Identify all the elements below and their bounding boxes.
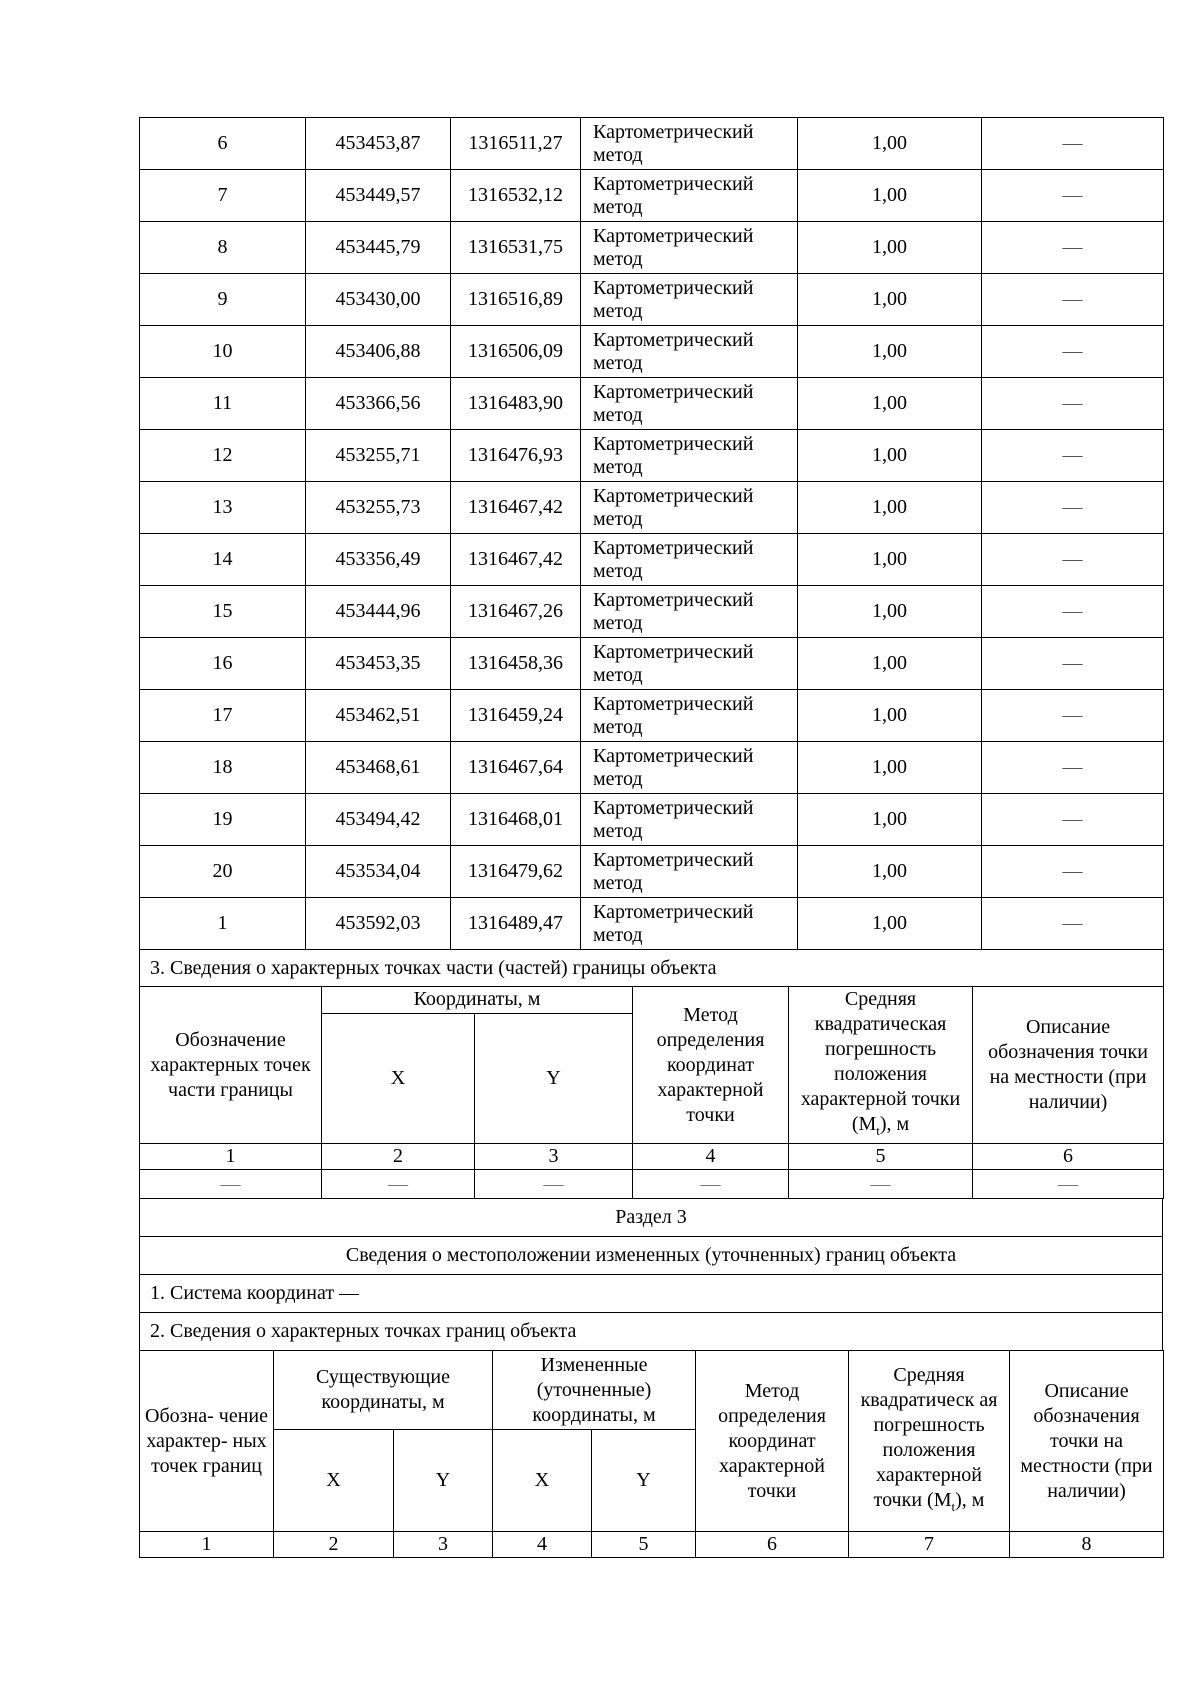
description: — (982, 118, 1164, 170)
coordinate-system: 1. Система координат — (140, 1275, 1163, 1313)
column-number: 6 (696, 1532, 849, 1558)
mean-error: 1,00 (798, 794, 982, 846)
y-coordinate: 1316489,47 (451, 898, 581, 950)
y-coordinate: 1316511,27 (451, 118, 581, 170)
method: Картометрический метод (581, 170, 798, 222)
point-number: 19 (140, 794, 306, 846)
header-x-existing: X (274, 1430, 394, 1532)
description: — (982, 586, 1164, 638)
mean-error: 1,00 (798, 534, 982, 586)
description: — (982, 170, 1164, 222)
point-number: 1 (140, 898, 306, 950)
mean-error: 1,00 (798, 742, 982, 794)
header-x: X (322, 1013, 475, 1144)
y-coordinate: 1316476,93 (451, 430, 581, 482)
point-number: 20 (140, 846, 306, 898)
column-number: 1 (140, 1532, 274, 1558)
table-row (140, 222, 1164, 274)
table-row (140, 274, 1164, 326)
x-coordinate: 453255,71 (306, 430, 451, 482)
column-number: 4 (493, 1532, 592, 1558)
mean-error: 1,00 (798, 638, 982, 690)
point-number: 6 (140, 118, 306, 170)
header-designation: Обозна- чение характер- ных точек границ (140, 1351, 274, 1532)
header-error: Средняя квадратическая погрешность положения характерной точки $(M_t)$, м (789, 987, 973, 1144)
description: — (982, 534, 1164, 586)
mean-error: 1,00 (798, 170, 982, 222)
points-title: 2. Сведения о характерных точках границ объекта (140, 1313, 1163, 1351)
y-coordinate: 1316516,89 (451, 274, 581, 326)
document-page (139, 117, 1163, 1558)
table-row (140, 794, 1164, 846)
y-coordinate: 1316506,09 (451, 326, 581, 378)
section3-table (139, 1198, 1163, 1351)
header-description: Описание обозначения точки на местности (при наличии) (973, 987, 1164, 1144)
header-existing-coordinates: Существующие координаты, м (274, 1351, 493, 1430)
y-coordinate: 1316532,12 (451, 170, 581, 222)
description: — (982, 690, 1164, 742)
point-number: 11 (140, 378, 306, 430)
point-number: 12 (140, 430, 306, 482)
y-coordinate: 1316467,26 (451, 586, 581, 638)
column-number: 7 (849, 1532, 1010, 1558)
section-title: Раздел 3 (140, 1199, 1163, 1237)
description: — (982, 638, 1164, 690)
column-number: 6 (973, 1144, 1164, 1170)
x-coordinate: 453468,61 (306, 742, 451, 794)
y-coordinate: 1316467,42 (451, 534, 581, 586)
y-coordinate: 1316479,62 (451, 846, 581, 898)
point-number: 18 (140, 742, 306, 794)
mean-error: 1,00 (798, 846, 982, 898)
column-number: 3 (394, 1532, 493, 1558)
x-coordinate: 453255,73 (306, 482, 451, 534)
x-coordinate: 453445,79 (306, 222, 451, 274)
description: — (982, 482, 1164, 534)
empty-value: — (789, 1170, 973, 1199)
part-points-title: 3. Сведения о характерных точках части (частей) границы объекта (140, 950, 1164, 987)
mean-error: 1,00 (798, 118, 982, 170)
method: Картометрический метод (581, 326, 798, 378)
header-changed-coordinates: Измененные (уточненные) координаты, м (493, 1351, 696, 1430)
table-row (140, 326, 1164, 378)
y-coordinate: 1316467,64 (451, 742, 581, 794)
point-number: 7 (140, 170, 306, 222)
description: — (982, 430, 1164, 482)
x-coordinate: 453406,88 (306, 326, 451, 378)
column-number: 2 (274, 1532, 394, 1558)
empty-value: — (973, 1170, 1164, 1199)
empty-value: — (322, 1170, 475, 1199)
header-error: Средняя квадратическ ая погрешность положения характерной точки $(M_t)$, м (849, 1351, 1010, 1532)
description: — (982, 326, 1164, 378)
x-coordinate: 453592,03 (306, 898, 451, 950)
section-subtitle: Сведения о местоположении измененных (уточненных) границ объекта (140, 1237, 1163, 1275)
table-row (140, 898, 1164, 950)
method: Картометрический метод (581, 222, 798, 274)
description: — (982, 794, 1164, 846)
column-number: 5 (789, 1144, 973, 1170)
x-coordinate: 453356,49 (306, 534, 451, 586)
x-coordinate: 453453,35 (306, 638, 451, 690)
column-number: 5 (592, 1532, 696, 1558)
method: Картометрический метод (581, 482, 798, 534)
x-coordinate: 453534,04 (306, 846, 451, 898)
mean-error: 1,00 (798, 222, 982, 274)
point-number: 17 (140, 690, 306, 742)
y-coordinate: 1316468,01 (451, 794, 581, 846)
point-number: 16 (140, 638, 306, 690)
method: Картометрический метод (581, 742, 798, 794)
column-number: 3 (475, 1144, 633, 1170)
y-coordinate: 1316483,90 (451, 378, 581, 430)
table-row (140, 586, 1164, 638)
part-points-table (139, 986, 1164, 1199)
x-coordinate: 453494,42 (306, 794, 451, 846)
header-y-existing: Y (394, 1430, 493, 1532)
y-coordinate: 1316531,75 (451, 222, 581, 274)
method: Картометрический метод (581, 274, 798, 326)
header-method: Метод определения координат характерной точки (633, 987, 789, 1144)
method: Картометрический метод (581, 846, 798, 898)
table-row (140, 482, 1164, 534)
point-number: 15 (140, 586, 306, 638)
mean-error: 1,00 (798, 274, 982, 326)
points-table (139, 117, 1164, 987)
description: — (982, 846, 1164, 898)
x-coordinate: 453462,51 (306, 690, 451, 742)
table-row (140, 430, 1164, 482)
mean-error: 1,00 (798, 482, 982, 534)
changed-points-table (139, 1350, 1164, 1558)
table-row (140, 534, 1164, 586)
point-number: 8 (140, 222, 306, 274)
method: Картометрический метод (581, 534, 798, 586)
header-designation: Обозначение характерных точек части границы (140, 987, 322, 1144)
x-coordinate: 453444,96 (306, 586, 451, 638)
header-method: Метод определения координат характерной точки (696, 1351, 849, 1532)
x-coordinate: 453449,57 (306, 170, 451, 222)
method: Картометрический метод (581, 898, 798, 950)
description: — (982, 222, 1164, 274)
mean-error: 1,00 (798, 430, 982, 482)
column-number: 1 (140, 1144, 322, 1170)
description: — (982, 274, 1164, 326)
point-number: 10 (140, 326, 306, 378)
x-coordinate: 453366,56 (306, 378, 451, 430)
x-coordinate: 453453,87 (306, 118, 451, 170)
column-number: 2 (322, 1144, 475, 1170)
table-row (140, 638, 1164, 690)
method: Картометрический метод (581, 118, 798, 170)
method: Картометрический метод (581, 690, 798, 742)
point-number: 13 (140, 482, 306, 534)
mean-error: 1,00 (798, 898, 982, 950)
method: Картометрический метод (581, 638, 798, 690)
y-coordinate: 1316467,42 (451, 482, 581, 534)
table-row (140, 742, 1164, 794)
description: — (982, 898, 1164, 950)
header-coordinates: Координаты, м (322, 987, 633, 1014)
method: Картометрический метод (581, 794, 798, 846)
y-coordinate: 1316458,36 (451, 638, 581, 690)
column-number: 8 (1010, 1532, 1164, 1558)
empty-value: — (140, 1170, 322, 1199)
table-row (140, 690, 1164, 742)
y-coordinate: 1316459,24 (451, 690, 581, 742)
method: Картометрический метод (581, 378, 798, 430)
mean-error: 1,00 (798, 690, 982, 742)
table-row (140, 378, 1164, 430)
method: Картометрический метод (581, 430, 798, 482)
mean-error: 1,00 (798, 326, 982, 378)
header-y-changed: Y (592, 1430, 696, 1532)
description: — (982, 378, 1164, 430)
description: — (982, 742, 1164, 794)
table-row (140, 170, 1164, 222)
empty-value: — (633, 1170, 789, 1199)
header-y: Y (475, 1013, 633, 1144)
header-x-changed: X (493, 1430, 592, 1532)
mean-error: 1,00 (798, 586, 982, 638)
header-description: Описание обозначения точки на местности (при наличии) (1010, 1351, 1164, 1532)
point-number: 14 (140, 534, 306, 586)
x-coordinate: 453430,00 (306, 274, 451, 326)
method: Картометрический метод (581, 586, 798, 638)
table-row (140, 846, 1164, 898)
empty-value: — (475, 1170, 633, 1199)
table-row (140, 118, 1164, 170)
mean-error: 1,00 (798, 378, 982, 430)
point-number: 9 (140, 274, 306, 326)
column-number: 4 (633, 1144, 789, 1170)
